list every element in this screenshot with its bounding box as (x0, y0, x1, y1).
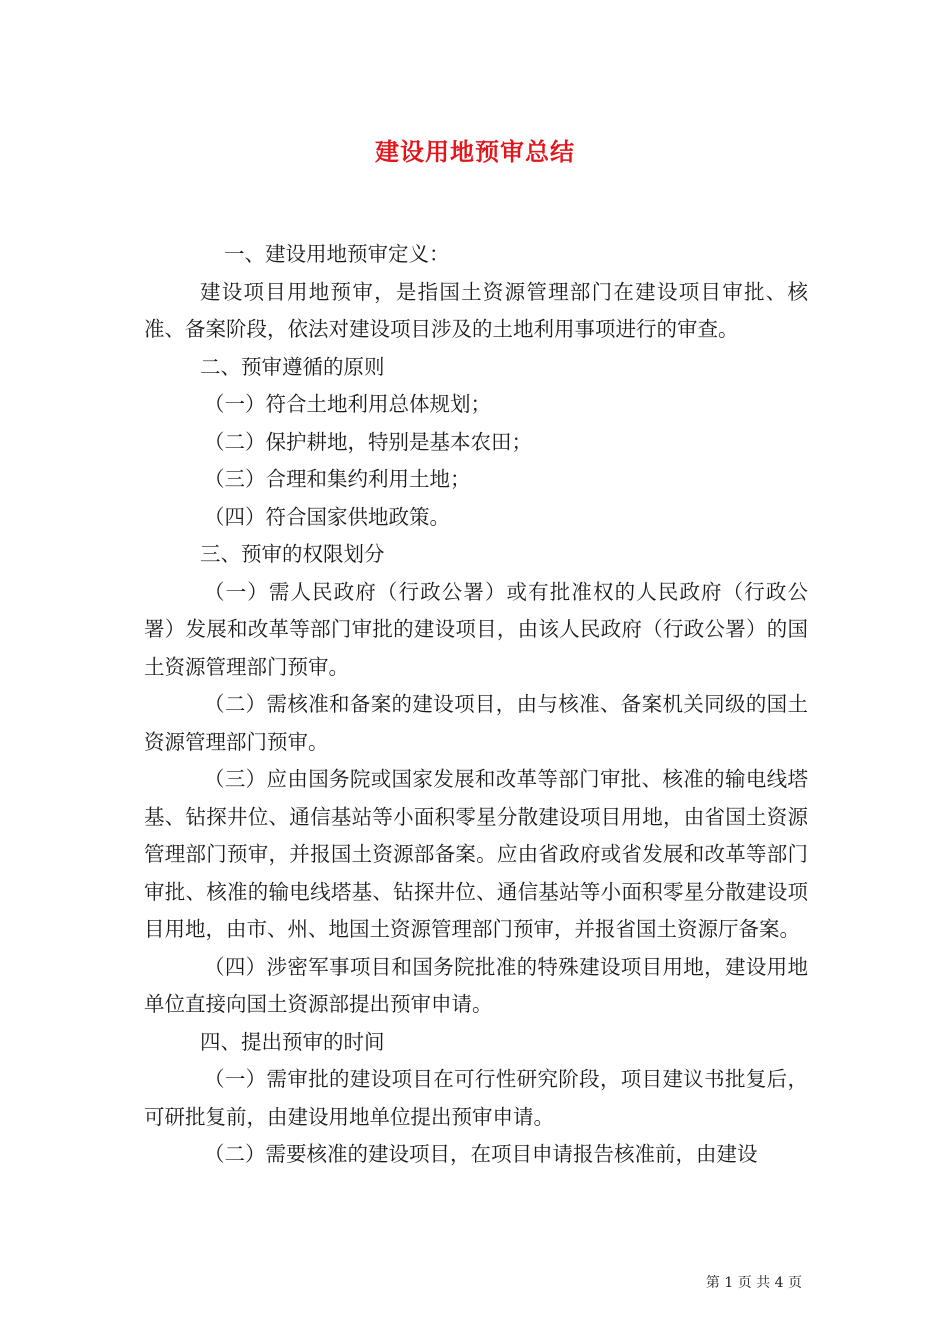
authority-item-1: （一）需人民政府（行政公署）或有批准权的人民政府（行政公署）发展和改革等部门审批的建设项目，由该人民政府（行政公署）的国土资源管理部门预审。 (144, 579, 808, 679)
document-title: 建设用地预审总结 (375, 137, 575, 166)
section-heading-timing: 四、提出预审的时间 (200, 1029, 385, 1054)
authority-item-3: （三）应由国务院或国家发展和改革等部门审批、核准的输电线塔基、钻探井位、通信基站等小面积零星分散建设项目用地，由省国土资源管理部门预审，并报国土资源部备案。应由省政府或省发展和改革等部门审批、核准的输电线塔基、钻探井位、通信基站等小面积零星分散建设项目用地，由市、州、地国土资源管理部门预审，并报省国土资源厅备案。 (144, 767, 808, 941)
timing-item-1: （一）需审批的建设项目在可行性研究阶段，项目建议书批复后，可研批复前，由建设用地单位提出预审申请。 (144, 1067, 808, 1129)
document-body (144, 236, 808, 1174)
section-heading-authority: 三、预审的权限划分 (200, 542, 385, 566)
page-number-footer: 第 1 页 共 4 页 (705, 1275, 802, 1291)
principle-item-3: （三）合理和集约利用土地； (204, 467, 471, 491)
authority-item-4: （四）涉密军事项目和国务院批准的特殊建设项目用地，建设用地单位直接向国土资源部提出预审申请。 (144, 954, 808, 1016)
principle-item-2: （二）保护耕地，特别是基本农田； (204, 429, 532, 454)
section-heading-principles: 二、预审遵循的原则 (200, 354, 385, 379)
section-heading-definition: 一、建设用地预审定义： (224, 242, 450, 266)
principle-item-1: （一）符合土地利用总体规划； (204, 392, 491, 416)
authority-item-2: （二）需核准和备案的建设项目，由与核准、备案机关同级的国土资源管理部门预审。 (144, 692, 808, 754)
timing-item-2: （二）需要核准的建设项目，在项目申请报告核准前，由建设 (204, 1142, 758, 1166)
paragraph-definition: 建设项目用地预审，是指国土资源管理部门在建设项目审批、核准、备案阶段，依法对建设项目涉及的土地利用事项进行的审查。 (144, 279, 808, 341)
principle-item-4: （四）符合国家供地政策。 (204, 504, 450, 529)
